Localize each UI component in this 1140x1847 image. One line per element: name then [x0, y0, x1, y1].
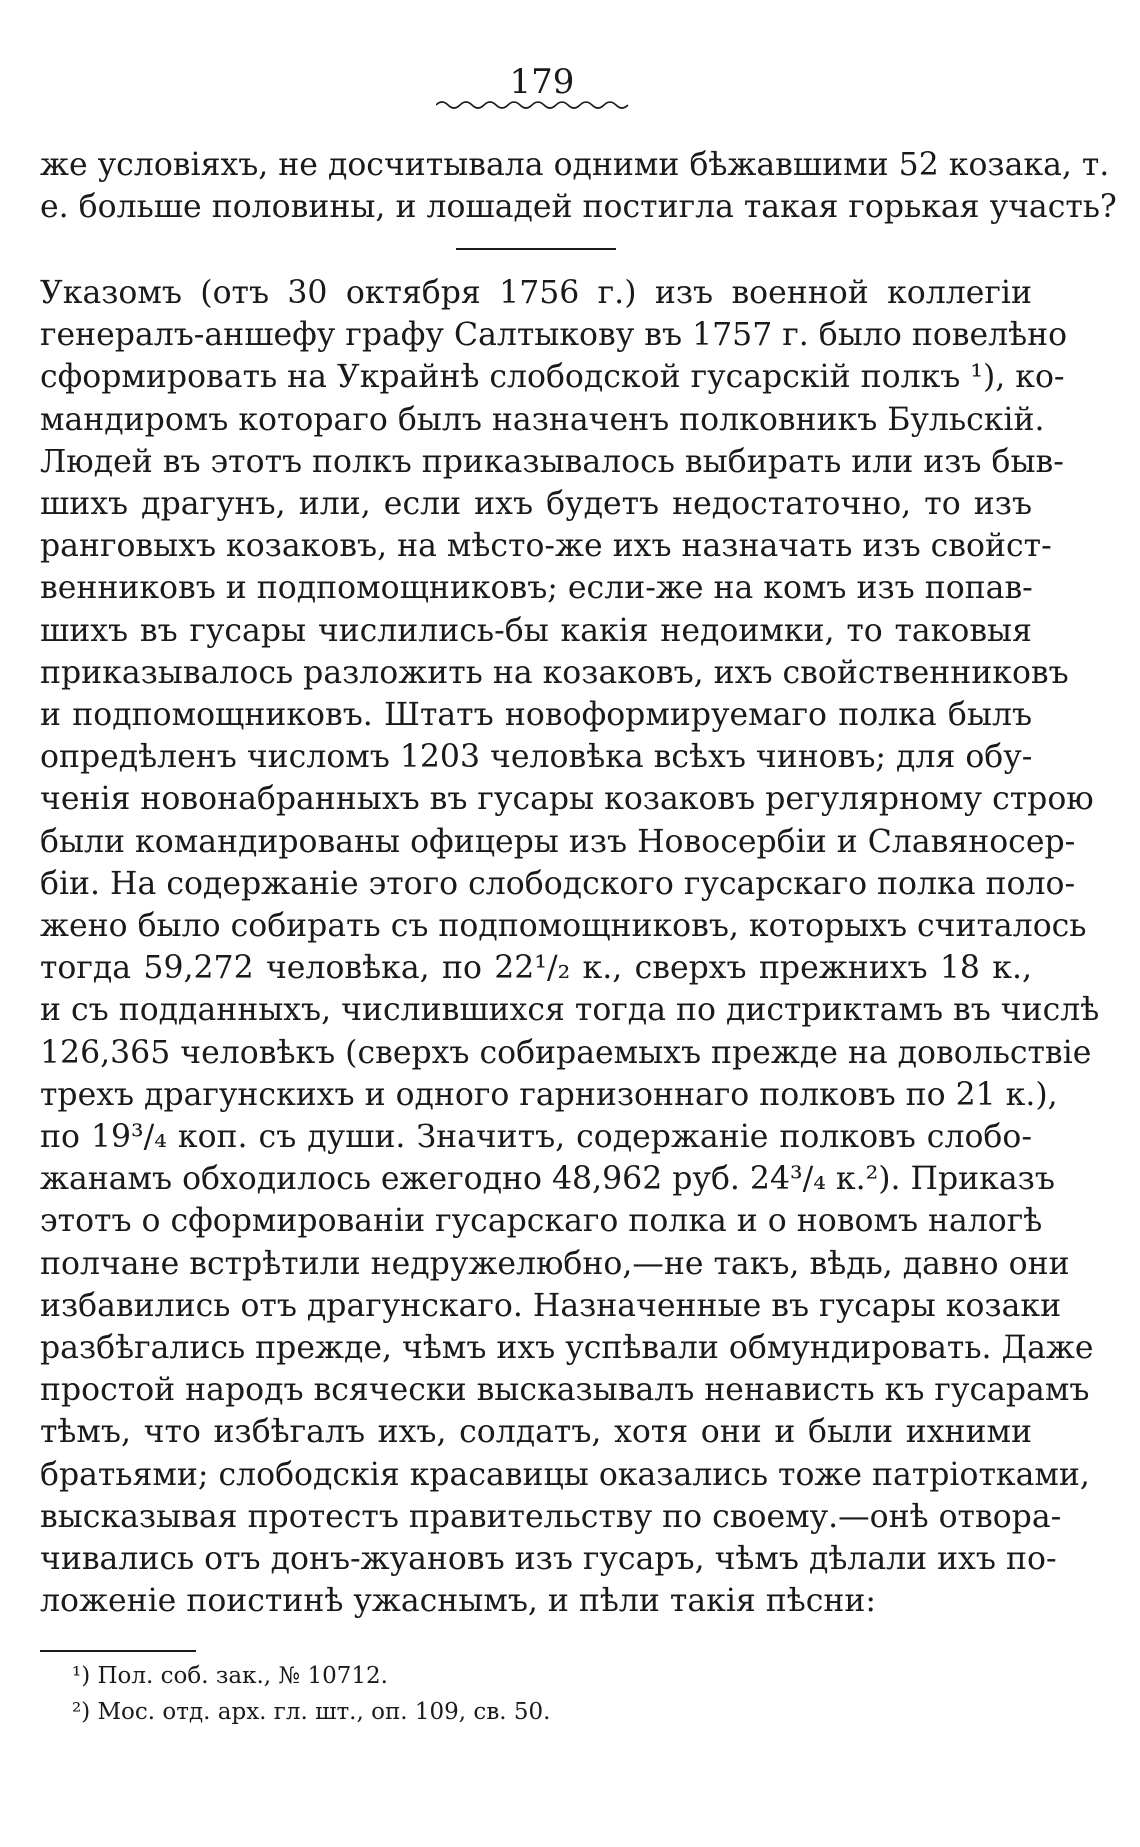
- wavy-ornament: [436, 98, 636, 112]
- text-line: тогда 59,272 человѣка, по 22¹/₂ к., сверхъ прежнихъ 18 к.,: [40, 950, 1032, 987]
- text-line: избавились отъ драгунскаго. Назначенные въ гусары козаки: [40, 1287, 1062, 1324]
- footnotes: [72, 1658, 872, 1730]
- text-line: и подпомощниковъ. Штатъ новоформируемаго полка былъ: [40, 697, 1032, 734]
- text-line: по 19³/₄ коп. съ души. Значитъ, содержаніе полковъ слобо-: [40, 1119, 1032, 1156]
- text-line: ранговыхъ козаковъ, на мѣсто-же ихъ назначать изъ свойст-: [40, 528, 1052, 565]
- text-line: чивались отъ донъ-жуановъ изъ гусаръ, чѣмъ дѣлали ихъ по-: [40, 1541, 1057, 1578]
- text-line: 126,365 человѣкъ (сверхъ собираемыхъ прежде на довольствіе: [40, 1034, 1092, 1071]
- paragraph-main: [40, 272, 1100, 1623]
- text-line: шихъ драгунъ, или, если ихъ будетъ недостаточно, то изъ: [40, 486, 1032, 523]
- footnote-rule: [40, 1650, 196, 1652]
- text-line: генералъ-аншефу графу Салтыкову въ 1757 г. было повелѣно: [40, 317, 1068, 354]
- text-line: біи. На содержаніе этого слободского гусарскаго полка поло-: [40, 865, 1076, 902]
- text-line: разбѣгались прежде, чѣмъ ихъ успѣвали обмундировать. Даже: [40, 1330, 1094, 1367]
- text-line: этотъ о сформированіи гусарскаго полка и о новомъ налогѣ: [40, 1203, 1043, 1240]
- text-line: приказывалось разложить на козаковъ, ихъ свойственниковъ: [40, 654, 1069, 691]
- text-line: и съ подданныхъ, числившихся тогда по дистриктамъ въ числѣ: [40, 992, 1100, 1029]
- text-line: опредѣленъ числомъ 1203 человѣка всѣхъ чиновъ; для обу-: [40, 739, 1033, 776]
- text-line: же условіяхъ, не досчитывала одними бѣжавшими 52 козака, т.: [40, 147, 1110, 183]
- text-line: е. больше половины, и лошадей постигла такая горькая участь?: [40, 189, 1117, 226]
- text-line: простой народъ всячески высказывалъ ненависть къ гусарамъ: [40, 1372, 1090, 1409]
- text-line: жено было собирать съ подпомощниковъ, которыхъ считалось: [40, 908, 1087, 945]
- paragraph-continuation: [40, 144, 1117, 228]
- text-line: Указомъ (отъ 30 октября 1756 г.) изъ военной коллегіи: [40, 275, 1032, 311]
- text-line: шихъ въ гусары числились-бы какія недоимки, то таковыя: [40, 612, 1032, 649]
- text-line: венниковъ и подпомощниковъ; если-же на комъ изъ попав-: [40, 570, 1033, 607]
- text-line: ченія новонабранныхъ въ гусары козаковъ регулярному строю: [40, 781, 1094, 818]
- text-line: были командированы офицеры изъ Новосербіи и Славяносер-: [40, 823, 1076, 860]
- text-line: полчане встрѣтили недружелюбно,—не такъ, вѣдь, давно они: [40, 1245, 1070, 1282]
- text-line: сформировать на Украйнѣ слободской гусарскій полкъ ¹), ко-: [40, 359, 1065, 396]
- text-line: братьями; слободскія красавицы оказались тоже патріотками,: [40, 1456, 1090, 1493]
- text-line: трехъ драгунскихъ и одного гарнизоннаго полковъ по 21 к.),: [40, 1076, 1058, 1113]
- footnote: ²) Мос. отд. арх. гл. шт., оп. 109, св. 50.: [72, 1699, 551, 1725]
- text-line: ложеніе поистинѣ ужаснымъ, и пѣли такія пѣсни:: [40, 1583, 877, 1620]
- text-line: высказывая протестъ правительству по своему.—онѣ отвора-: [40, 1498, 1062, 1535]
- section-divider: [456, 248, 616, 250]
- footnote: ¹) Пол. соб. зак., № 10712.: [72, 1663, 388, 1689]
- page-number: 179: [509, 62, 575, 102]
- text-line: тѣмъ, что избѣгалъ ихъ, солдатъ, хотя они и были ихними: [40, 1414, 1032, 1451]
- text-line: Людей въ этотъ полкъ приказывалось выбирать или изъ быв-: [40, 443, 1064, 480]
- text-line: жанамъ обходилось ежегодно 48,962 руб. 24³/₄ к.²). Приказъ: [40, 1161, 1055, 1198]
- text-line: мандиромъ котораго былъ назначенъ полковникъ Бульскій.: [40, 401, 1045, 438]
